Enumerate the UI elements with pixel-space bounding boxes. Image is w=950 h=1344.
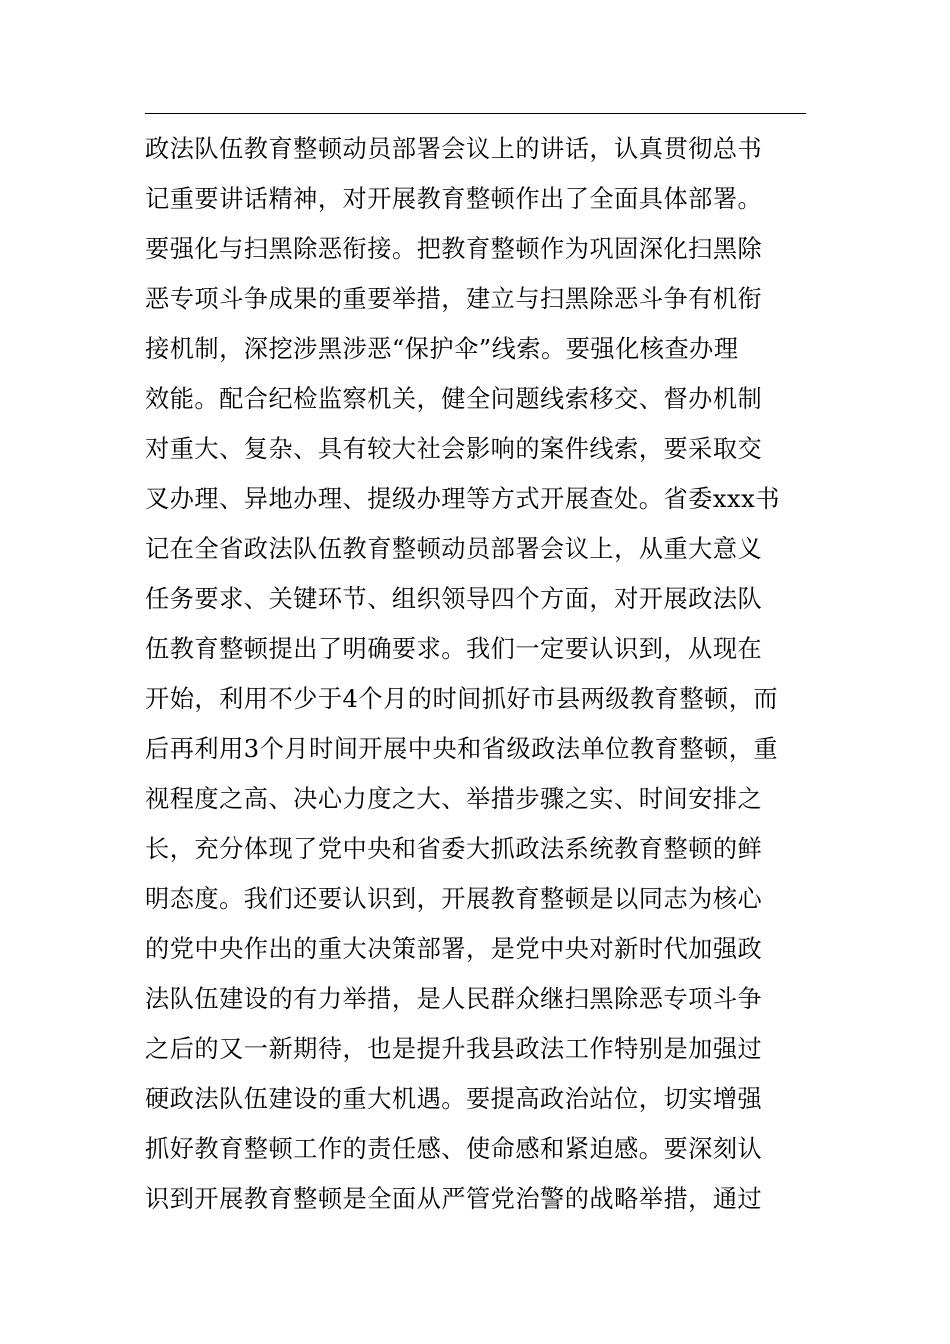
text-line: 长，充分体现了党中央和省委大抓政法系统教育整顿的鲜 bbox=[145, 835, 763, 863]
text-line: 明态度。我们还要认识到，开展教育整顿是以同志为核心 bbox=[145, 885, 763, 913]
text-line: 政法队伍教育整顿动员部署会议上的讲话，认真贯彻总书 bbox=[145, 135, 763, 163]
text-line: 记在全省政法队伍教育整顿动员部署会议上，从重大意义 bbox=[145, 535, 763, 563]
text-line: 硬政法队伍建设的重大机遇。要提高政治站位，切实增强 bbox=[145, 1085, 763, 1113]
text-line: 接机制，深挖涉黑涉恶“保护伞”线索。要强化核查办理 bbox=[145, 335, 739, 363]
text-line: 的党中央作出的重大决策部署，是党中央对新时代加强政 bbox=[145, 935, 763, 963]
body-text bbox=[145, 124, 813, 1224]
text-line: 要强化与扫黑除恶衔接。把教育整顿作为巩固深化扫黑除 bbox=[145, 235, 763, 263]
text-line: 对重大、复杂、具有较大社会影响的案件线索，要采取交 bbox=[145, 435, 763, 463]
text-line: 识到开展教育整顿是全面从严管党治警的战略举措，通过 bbox=[145, 1185, 763, 1213]
text-line: 伍教育整顿提出了明确要求。我们一定要认识到，从现在 bbox=[145, 635, 763, 663]
text-line: 抓好教育整顿工作的责任感、使命感和紧迫感。要深刻认 bbox=[145, 1135, 763, 1163]
text-line: 开始，利用不少于4个月的时间抓好市县两级教育整顿，而 bbox=[145, 685, 779, 713]
text-line: 记重要讲话精神，对开展教育整顿作出了全面具体部署。 bbox=[145, 185, 763, 213]
header-rule bbox=[145, 113, 806, 114]
text-line: 叉办理、异地办理、提级办理等方式开展查处。省委xxx书 bbox=[145, 485, 780, 513]
text-line: 任务要求、关键环节、组织领导四个方面，对开展政法队 bbox=[145, 585, 763, 613]
text-line: 效能。配合纪检监察机关，健全问题线索移交、督办机制 bbox=[145, 385, 763, 413]
text-line: 视程度之高、决心力度之大、举措步骤之实、时间安排之 bbox=[145, 785, 763, 813]
text-line: 法队伍建设的有力举措，是人民群众继扫黑除恶专项斗争 bbox=[145, 985, 763, 1013]
text-line: 后再利用3个月时间开展中央和省级政法单位教育整顿，重 bbox=[145, 735, 779, 763]
text-line: 恶专项斗争成果的重要举措，建立与扫黑除恶斗争有机衔 bbox=[145, 285, 763, 313]
text-line: 之后的又一新期待，也是提升我县政法工作特别是加强过 bbox=[145, 1035, 763, 1063]
